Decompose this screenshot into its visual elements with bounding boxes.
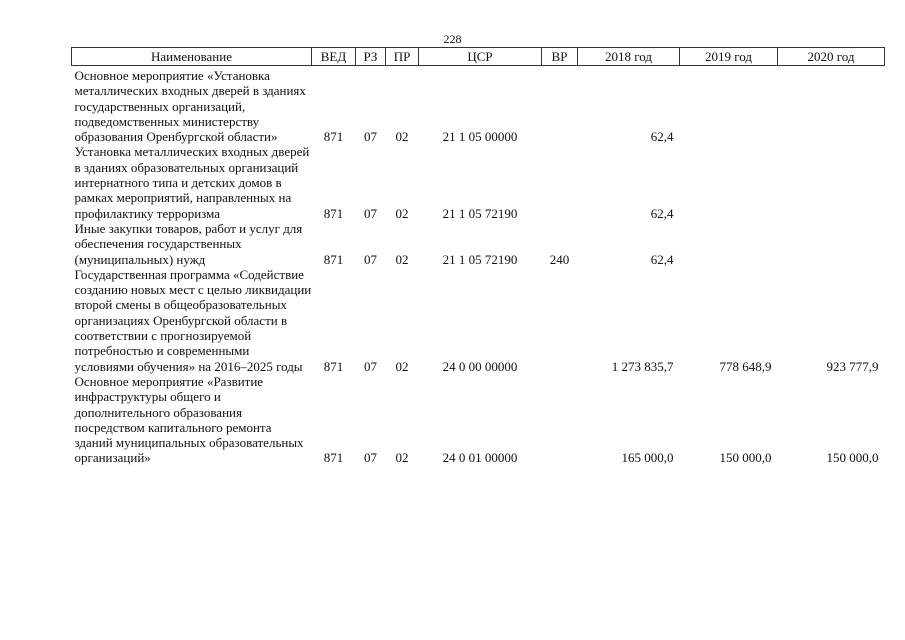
row-name: Установка металлических входных дверей в зданиях образовательных организаций интернатного типа и детских домов в рамках мероприятий, направленных на профилактику терроризма: [74, 144, 310, 221]
row-2018: 62,4: [650, 205, 674, 221]
row-2018: 165 000,0: [621, 450, 674, 466]
table-row: [72, 374, 885, 466]
table-row: [72, 221, 885, 267]
row-rz: 07: [364, 129, 377, 145]
row-csr: 21 1 05 72190: [442, 251, 518, 267]
row-name: Основное мероприятие «Установка металлических входных дверей в зданиях государственных организаций, подведомственных министерству образования Оренбургской области»: [74, 68, 306, 145]
row-name: Государственная программа «Содействие созданию новых мест с целью ликвидации второй смены в общеобразовательных организациях Оренбургской области в соответствии с прогнозируемой потребностью и современными условиями обучения» на 2016–2025 годы: [74, 266, 312, 374]
row-pr: 02: [395, 251, 409, 267]
column-header-name: Наименование: [72, 48, 312, 66]
column-header-pr: ПР: [386, 48, 419, 66]
row-vr: [542, 267, 578, 374]
column-header-2019: 2019 год: [680, 48, 778, 66]
row-2019: [680, 144, 778, 220]
column-header-ved: ВЕД: [312, 48, 356, 66]
row-vr: [542, 374, 578, 466]
budget-table: [71, 47, 885, 466]
row-2019: 150 000,0: [719, 450, 772, 466]
row-pr: 02: [395, 358, 409, 374]
row-ved: 871: [323, 129, 344, 145]
row-csr: 24 0 01 00000: [442, 450, 518, 466]
row-pr: 02: [395, 205, 409, 221]
row-csr: 24 0 00 00000: [442, 358, 518, 374]
table-row: [72, 68, 885, 144]
row-rz: 07: [364, 358, 377, 374]
row-2019: [680, 221, 778, 267]
row-pr: 02: [395, 129, 409, 145]
row-2020: [778, 221, 885, 267]
table-header-row: [72, 48, 885, 66]
row-2020: 150 000,0: [826, 450, 879, 466]
row-vr: 240: [549, 251, 570, 267]
row-vr: [542, 68, 578, 144]
row-name: Иные закупки товаров, работ и услуг для обеспечения государственных (муниципальных) нужд: [74, 220, 303, 267]
column-header-rz: РЗ: [356, 48, 386, 66]
column-header-2018: 2018 год: [578, 48, 680, 66]
row-ved: 871: [323, 205, 344, 221]
row-rz: 07: [364, 450, 377, 466]
row-csr: 21 1 05 00000: [442, 129, 518, 145]
row-ved: 871: [323, 358, 344, 374]
row-rz: 07: [364, 251, 377, 267]
row-2019: 778 648,9: [719, 358, 772, 374]
column-header-vr: ВР: [542, 48, 578, 66]
row-ved: 871: [323, 450, 344, 466]
row-2020: [778, 68, 885, 144]
row-2020: [778, 144, 885, 220]
row-rz: 07: [364, 205, 377, 221]
row-2020: 923 777,9: [826, 358, 879, 374]
page-number: 228: [443, 32, 462, 46]
row-2018: 62,4: [650, 251, 674, 267]
row-2019: [680, 68, 778, 144]
row-vr: [542, 144, 578, 220]
row-2018: 62,4: [650, 129, 674, 145]
column-header-csr: ЦСР: [419, 48, 542, 66]
column-header-2020: 2020 год: [778, 48, 885, 66]
table-row: [72, 267, 885, 374]
row-2018: 1 273 835,7: [611, 358, 674, 374]
row-pr: 02: [395, 450, 409, 466]
row-csr: 21 1 05 72190: [442, 205, 518, 221]
row-name: Основное мероприятие «Развитие инфраструктуры общего и дополнительного образования посредством капитального ремонта зданий муниципальных образовательных организаций»: [74, 373, 304, 466]
table-row: [72, 144, 885, 220]
row-ved: 871: [323, 251, 344, 267]
